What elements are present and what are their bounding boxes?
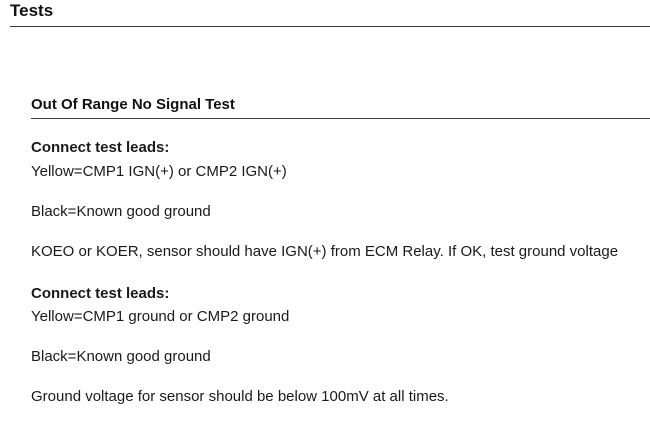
step2-heading: Connect test leads:	[31, 285, 170, 302]
section-title: Out Of Range No Signal Test	[31, 96, 235, 113]
step1-lead-ground: Black=Known good ground	[31, 203, 211, 220]
step2-lead-positive: Yellow=CMP1 ground or CMP2 ground	[31, 308, 290, 325]
test-section	[31, 94, 650, 119]
page-header	[10, 0, 650, 27]
step2-instruction: Ground voltage for sensor should be below 100mV at all times.	[31, 388, 449, 405]
step1-heading: Connect test leads:	[31, 139, 170, 156]
section-header	[31, 94, 650, 119]
step1-instruction: KOEO or KOER, sensor should have IGN(+) from ECM Relay. If OK, test ground voltage	[31, 243, 619, 260]
step1-lead-positive: Yellow=CMP1 IGN(+) or CMP2 IGN(+)	[31, 163, 287, 180]
step2-lead-ground: Black=Known good ground	[31, 348, 211, 365]
page-title: Tests	[10, 1, 54, 20]
